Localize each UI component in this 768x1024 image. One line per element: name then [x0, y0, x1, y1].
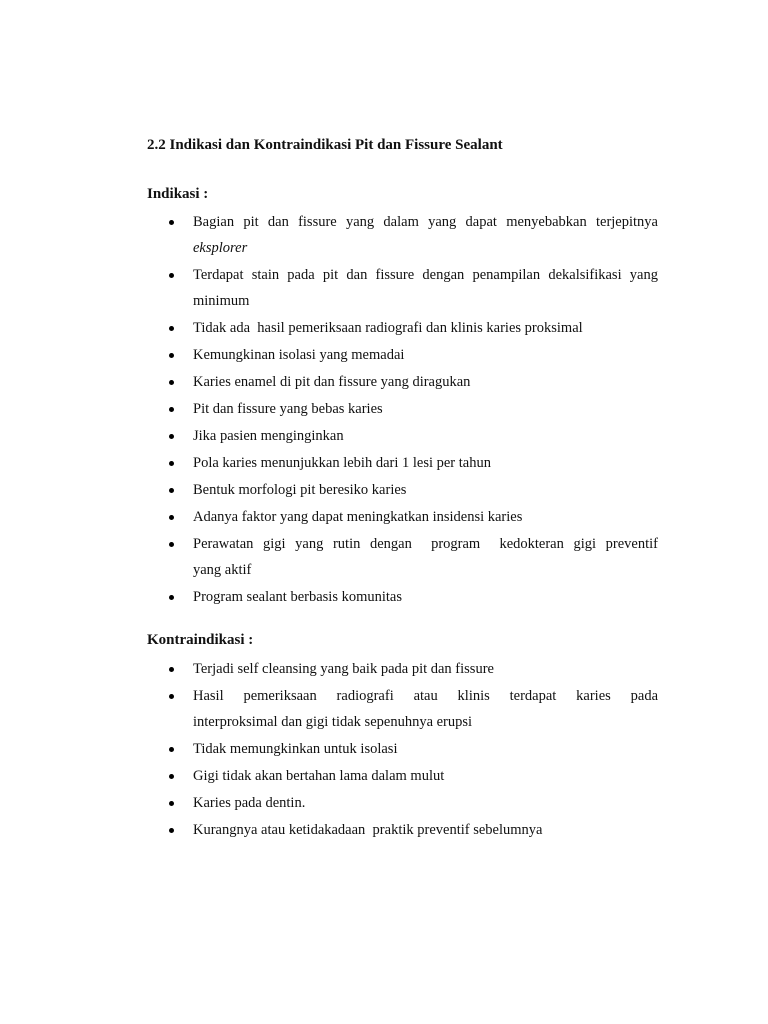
list-item-text: Jika pasien menginginkan	[193, 428, 344, 444]
bullet-icon	[169, 220, 174, 225]
list-item-text: Perawatan gigi yang rutin dengan program kedokteran gigi preventif	[193, 536, 658, 552]
list-item	[147, 531, 658, 583]
list-item-text-continued: minimum	[193, 293, 250, 309]
list-item-text: Pit dan fissure yang bebas karies	[193, 401, 383, 417]
bullet-icon	[169, 774, 174, 779]
section-heading: 2.2 Indikasi dan Kontraindikasi Pit dan Fissure Sealant	[147, 137, 503, 153]
bullet-icon	[169, 488, 174, 493]
bullet-icon	[169, 380, 174, 385]
bullet-icon	[169, 828, 174, 833]
list-item	[147, 790, 658, 816]
list-item-text: Terdapat stain pada pit dan fissure dengan penampilan dekalsifikasi yang	[193, 267, 658, 283]
bullet-icon	[169, 515, 174, 520]
list-item-text: Kurangnya atau ketidakadaan praktik preventif sebelumnya	[193, 822, 543, 838]
kontraindikasi-title: Kontraindikasi :	[147, 632, 254, 648]
bullet-icon	[169, 595, 174, 600]
bullet-icon	[169, 747, 174, 752]
list-item-text: Terjadi self cleansing yang baik pada pit dan fissure	[193, 661, 494, 677]
list-item-text: Gigi tidak akan bertahan lama dalam mulut	[193, 768, 445, 784]
list-item	[147, 396, 658, 422]
list-item-text: Karies pada dentin.	[193, 795, 306, 811]
bullet-icon	[169, 694, 174, 699]
list-item	[147, 504, 658, 530]
bullet-icon	[169, 434, 174, 439]
indikasi-title: Indikasi :	[147, 186, 209, 202]
bullet-icon	[169, 326, 174, 331]
list-item-text: Bentuk morfologi pit beresiko karies	[193, 482, 407, 498]
list-item	[147, 817, 658, 843]
list-item	[147, 584, 658, 610]
list-item	[147, 315, 658, 341]
list-item	[147, 656, 658, 682]
list-item-text: Tidak ada hasil pemeriksaan radiografi dan klinis karies proksimal	[193, 320, 583, 336]
list-item-text: Tidak memungkinkan untuk isolasi	[193, 741, 398, 757]
list-item-text-continued: yang aktif	[193, 562, 252, 578]
list-item	[147, 736, 658, 762]
list-item	[147, 369, 658, 395]
list-item	[147, 477, 658, 503]
list-item	[147, 209, 658, 261]
list-item-text: Program sealant berbasis komunitas	[193, 589, 402, 605]
list-item	[147, 262, 658, 314]
list-item	[147, 683, 658, 735]
kontraindikasi-list	[147, 656, 658, 844]
list-item-text: Hasil pemeriksaan radiografi atau klinis terdapat karies pada	[193, 688, 658, 704]
list-item-text: Pola karies menunjukkan lebih dari 1 lesi per tahun	[193, 455, 491, 471]
list-item	[147, 342, 658, 368]
bullet-icon	[169, 461, 174, 466]
bullet-icon	[169, 407, 174, 412]
list-item-text: Adanya faktor yang dapat meningkatkan insidensi karies	[193, 509, 523, 525]
list-item	[147, 450, 658, 476]
bullet-icon	[169, 353, 174, 358]
list-item	[147, 763, 658, 789]
list-item-text: Karies enamel di pit dan fissure yang diragukan	[193, 374, 471, 390]
bullet-icon	[169, 667, 174, 672]
list-item-text: Bagian pit dan fissure yang dalam yang dapat menyebabkan terjepitnya	[193, 214, 658, 230]
list-item	[147, 423, 658, 449]
list-item-text-continued: interproksimal dan gigi tidak sepenuhnya erupsi	[193, 714, 473, 730]
list-item-text-continued: eksplorer	[193, 240, 248, 256]
list-item-text: Kemungkinan isolasi yang memadai	[193, 347, 405, 363]
indikasi-list	[147, 209, 658, 611]
bullet-icon	[169, 542, 174, 547]
bullet-icon	[169, 801, 174, 806]
bullet-icon	[169, 273, 174, 278]
